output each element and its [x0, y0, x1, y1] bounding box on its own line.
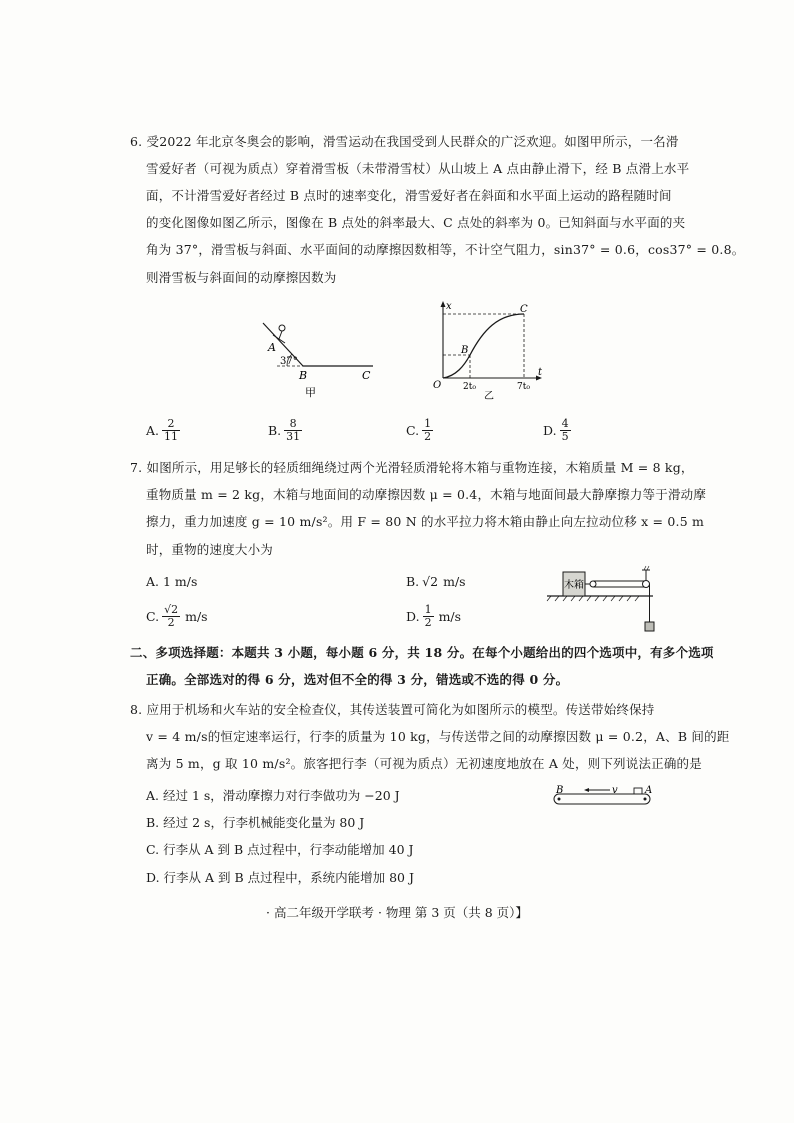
- q6-option-d[interactable]: [543, 418, 571, 442]
- q7-option-b[interactable]: [406, 574, 466, 589]
- figure-yi-graph: [428, 300, 548, 400]
- q8-option-d[interactable]: D. 行李从 A 到 B 点过程中，系统内能增加 80 J: [146, 870, 414, 885]
- q6-line-4: 的变化图像如图乙所示，图像在 B 点处的斜率最大、C 点处的斜率为 0。已知斜面与水平面的夹: [146, 215, 686, 230]
- q7-option-b-letter: B.: [406, 574, 420, 589]
- q6-line-2: 雪爱好者（可视为质点）穿着滑雪板（未带滑雪杖）从山坡上 A 点由静止滑下，经 B 点滑上水平: [146, 161, 690, 176]
- q6-option-b[interactable]: [268, 418, 302, 442]
- q6-option-c-letter: C.: [406, 422, 420, 438]
- yi-tick-1: 2t₀: [463, 382, 476, 392]
- q7-option-c-fraction: $\frac{√2}{2}$: [164, 603, 179, 629]
- q6-option-d-fraction: $\frac{4}{5}$: [561, 417, 569, 443]
- q7-line-3: 擦力，重力加速度 g = 10 m/s²。用 F = 80 N 的水平拉力将木箱由静止向左拉动位移 x = 0.5 m: [146, 514, 705, 529]
- figure-q8-conveyor: [548, 780, 658, 812]
- belt-label-b: B: [556, 785, 564, 796]
- jia-label-c: C: [362, 369, 371, 382]
- jia-label-angle: 37°: [280, 356, 298, 367]
- q8-option-c[interactable]: C. 行李从 A 到 B 点过程中，行李动能增加 40 J: [146, 842, 414, 857]
- figure-q7-pulley: [545, 562, 665, 638]
- q6-option-b-fraction: $\frac{8}{31}$: [286, 417, 301, 443]
- q7-option-a[interactable]: A. 1 m/s: [146, 574, 198, 589]
- yi-label-b: B: [461, 345, 469, 356]
- q6-line-5: 角为 37°，滑雪板与斜面、水平面间的动摩擦因数相等，不计空气阻力，sin37° = 0.6，cos37° = 0.8。: [146, 242, 745, 257]
- q8-line-3: 离为 5 m，g 取 10 m/s²。旅客把行李（可视为质点）无初速度地放在 A 处，则下列说法正确的是: [146, 756, 702, 771]
- q8-line-1: 8. 应用于机场和火车站的安全检查仪，其传送装置可简化为如图所示的模型。传送带始终保持: [130, 702, 655, 717]
- yi-label-c: C: [520, 304, 528, 315]
- q6-line-1: 6. 受2022 年北京冬奥会的影响，滑雪运动在我国受到人民群众的广泛欢迎。如图甲所示，一名滑: [130, 134, 679, 149]
- yi-origin: O: [433, 380, 442, 391]
- q7-option-c[interactable]: [146, 604, 208, 628]
- q6-line-6: 则滑雪板与斜面间的动摩擦因数为: [146, 270, 337, 285]
- yi-axis-x: x: [446, 301, 452, 312]
- q6-option-a[interactable]: [146, 418, 180, 442]
- q7-option-d-fraction: $\frac{1}{2}$: [424, 603, 432, 629]
- q6-line-3: 面，不计滑雪爱好者经过 B 点时的速率变化，滑雪爱好者在斜面和水平面上运动的路程随时间: [146, 188, 672, 203]
- yi-caption: 乙: [484, 391, 494, 400]
- figure-jia-slope: [255, 318, 385, 398]
- q8-line-2: v = 4 m/s的恒定速率运行，行李的质量为 10 kg，与传送带之间的动摩擦因数 μ = 0.2，A、B 间的距: [146, 729, 730, 744]
- q7-option-c-unit: m/s: [185, 608, 208, 624]
- q7-line-2: 重物质量 m = 2 kg，木箱与地面间的动摩擦因数 μ = 0.4，木箱与地面间最大静摩擦力等于滑动摩: [146, 487, 707, 502]
- belt-label-a: A: [645, 785, 653, 796]
- q7-line-1: 7. 如图所示，用足够长的轻质细绳绕过两个光滑轻质滑轮将木箱与重物连接，木箱质量 M = 8 kg，: [130, 460, 694, 475]
- q7-option-c-letter: C.: [146, 608, 160, 624]
- q8-option-a[interactable]: A. 经过 1 s，滑动摩擦力对行李做功为 −20 J: [146, 788, 400, 803]
- yi-tick-2: 7t₀: [517, 382, 530, 392]
- yi-axis-t: t: [538, 367, 543, 378]
- q7-option-b-value: √2: [422, 574, 439, 589]
- section2-heading-line-1: 二、多项选择题：本题共 3 小题，每小题 6 分，共 18 分。在每个小题给出的四个选项中，有多个选项: [130, 645, 714, 660]
- q6-option-b-letter: B.: [268, 422, 282, 438]
- section2-heading-line-2: 正确。全部选对的得 6 分，选对但不全的得 3 分，错选或不选的得 0 分。: [146, 672, 569, 687]
- q7-option-d-unit: m/s: [438, 608, 462, 624]
- q7-line-4: 时，重物的速度大小为: [146, 542, 274, 557]
- q6-option-a-fraction: $\frac{2}{11}$: [164, 417, 179, 443]
- jia-label-b: B: [299, 369, 308, 382]
- belt-label-v: v: [612, 785, 618, 796]
- q8-option-b[interactable]: B. 经过 2 s，行李机械能变化量为 80 J: [146, 815, 365, 830]
- q7-option-d[interactable]: [406, 604, 461, 628]
- q7-option-b-unit: m/s: [443, 574, 466, 589]
- jia-caption: 甲: [305, 386, 316, 398]
- q6-option-a-letter: A.: [146, 422, 160, 438]
- q7-box-label: 木箱: [564, 580, 584, 591]
- page-footer: · 高二年级开学联考 · 物理 第 3 页（共 8 页）】: [266, 905, 528, 920]
- q6-option-d-letter: D.: [543, 422, 557, 438]
- q6-option-c-fraction: $\frac{1}{2}$: [424, 417, 432, 443]
- q6-option-c[interactable]: [406, 418, 433, 442]
- q7-option-d-letter: D.: [406, 608, 420, 624]
- jia-label-a: A: [268, 341, 276, 354]
